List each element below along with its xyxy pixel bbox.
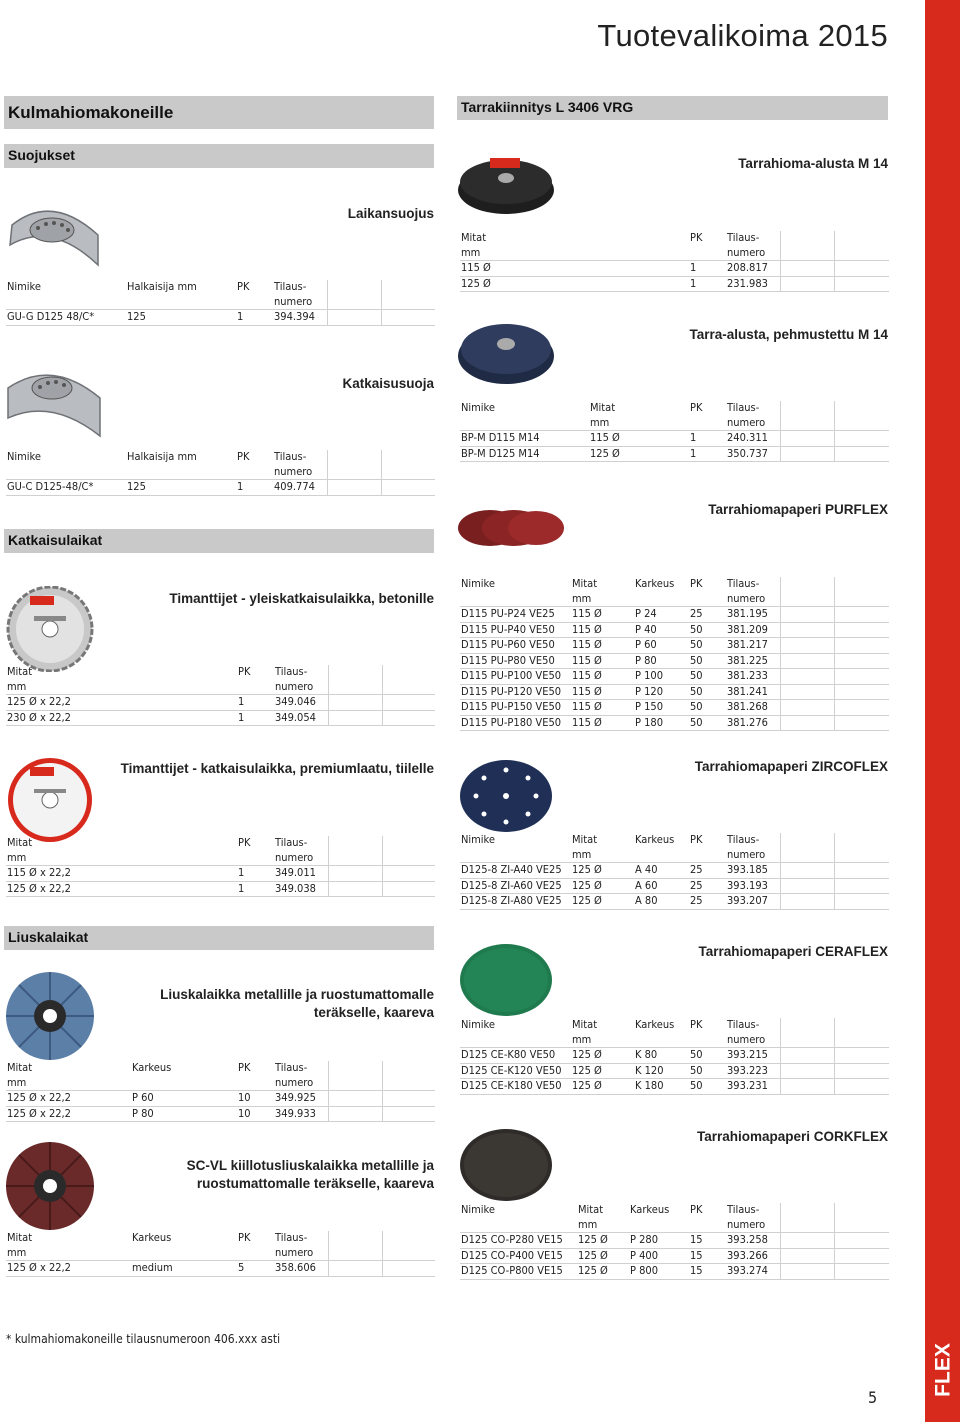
- timantti2-table: Mitat mm PK Tilaus- numero 115 Ø x 22,2 1 349.011 125 Ø x 22,2 1 349.038: [6, 836, 435, 897]
- table-row: 125 Ø x 22,2 P 60 10 349.925: [6, 1091, 435, 1107]
- page-title: Tuotevalikoima 2015: [597, 18, 888, 53]
- table-row: D115 PU-P40 VE50 115 Ø P 40 50 381.209: [460, 622, 889, 638]
- polishing-disc-image: [4, 1140, 100, 1232]
- table-row: D125 CO-P280 VE15 125 Ø P 280 15 393.258: [460, 1233, 889, 1249]
- section-katkaisulaikat: Katkaisulaikat: [4, 529, 434, 553]
- footnote: * kulmahiomakoneille tilausnumeroon 406.xxx asti: [6, 1332, 281, 1346]
- section-liuskalaikat: Liuskalaikat: [4, 926, 434, 950]
- table-row: D125 CE-K120 VE50 125 Ø K 120 50 393.223: [460, 1063, 889, 1079]
- pehmustettu-heading: Tarra-alusta, pehmustettu M 14: [689, 327, 888, 342]
- laikansuojus-table: Nimike Halkaisija mm PK Tilaus- numero GU-G D125 48/C* 125 1 394.394: [6, 280, 435, 326]
- table-row: 115 Ø x 22,2 1 349.011: [6, 866, 435, 882]
- liuska2-table: Mitat mm Karkeus PK Tilaus- numero 125 Ø x 22,2 medium 5 358.606: [6, 1231, 435, 1277]
- timantti1-table: Mitat mm PK Tilaus- numero 125 Ø x 22,2 1 349.046 230 Ø x 22,2 1 349.054: [6, 665, 435, 726]
- table-row: D115 PU-P180 VE50 115 Ø P 180 50 381.276: [460, 715, 889, 731]
- liuska1-table: Mitat mm Karkeus PK Tilaus- numero 125 Ø x 22,2 P 60 10 349.925 125 Ø x 22,2 P 80 10 349.933: [6, 1061, 435, 1122]
- table-row: 125 Ø 1 231.983: [460, 276, 889, 292]
- table-row: 115 Ø 1 208.817: [460, 261, 889, 277]
- zircoflex-heading: Tarrahiomapaperi ZIRCOFLEX: [694, 759, 888, 774]
- premium-blade-image: [4, 757, 100, 843]
- table-row: D125-8 ZI-A60 VE25 125 Ø A 60 25 393.193: [460, 878, 889, 894]
- corkflex-disc-image: [456, 1125, 556, 1203]
- soft-pad-image: [456, 316, 556, 386]
- brand-strip: [925, 0, 960, 1422]
- table-row: D115 PU-P80 VE50 115 Ø P 80 50 381.225: [460, 653, 889, 669]
- timantti1-heading: Timanttijet - yleiskatkaisulaikka, betonille: [169, 591, 434, 606]
- pehmustettu-table: Nimike Mitat mm PK Tilaus- numero BP-M D115 M14 115 Ø 1 240.311 BP-M D125 M14 125 Ø 1 350.737: [460, 401, 889, 462]
- table-row: D125 CO-P400 VE15 125 Ø P 400 15 393.266: [460, 1248, 889, 1264]
- table-row: 125 Ø x 22,2 1 349.046: [6, 695, 435, 711]
- purflex-discs-image: [454, 500, 564, 552]
- purflex-table: Nimike Mitat mm Karkeus PK Tilaus- numero D115 PU-P24 VE25 115 Ø P 24 25 381.195 D115 PU-P40 VE50 115 Ø P 40 50 381.209 D115 PU-P60 VE50 115 Ø P 60 50 381.217 D115 PU-P80 VE50 115 Ø P 80 50 381.225 D115 PU-P100 VE50 115 Ø P 100 50 381.233 D115 PU-P120 VE50 115 Ø P 120 50 381.241 D115 PU-P150 VE50 115 Ø P 150 50 381.268 D115 PU-P180 VE50 115 Ø P 180 50 381.276: [460, 577, 889, 731]
- laikansuojus-heading: Laikansuojus: [347, 206, 434, 221]
- cutting-guard-image: [2, 358, 102, 440]
- section-kulmahiomakoneille: Kulmahiomakoneille: [4, 96, 434, 129]
- ceraflex-heading: Tarrahiomapaperi CERAFLEX: [698, 944, 888, 959]
- ceraflex-disc-image: [456, 940, 556, 1018]
- table-row: D115 PU-P60 VE50 115 Ø P 60 50 381.217: [460, 638, 889, 654]
- flex-logo-text: FLEX: [931, 1343, 955, 1397]
- liuska1-heading: Liuskalaikka metallille ja ruostumattomalle teräkselle, kaareva: [160, 987, 434, 1020]
- table-row: BP-M D125 M14 125 Ø 1 350.737: [460, 446, 889, 462]
- table-row: BP-M D115 M14 115 Ø 1 240.311: [460, 431, 889, 447]
- corkflex-heading: Tarrahiomapaperi CORKFLEX: [696, 1129, 888, 1144]
- table-row: D115 PU-P24 VE25 115 Ø P 24 25 381.195: [460, 607, 889, 623]
- table-row: 125 Ø x 22,2 medium 5 358.606: [6, 1261, 435, 1277]
- table-row: GU-C D125-48/C* 125 1 409.774: [6, 480, 435, 496]
- guard-image: [2, 195, 102, 273]
- table-row: D125 CE-K80 VE50 125 Ø K 80 50 393.215: [460, 1048, 889, 1064]
- timantti2-heading: Timanttijet - katkaisulaikka, premiumlaatu, tiilelle: [120, 761, 434, 776]
- table-row: D115 PU-P150 VE50 115 Ø P 150 50 381.268: [460, 700, 889, 716]
- ceraflex-table: Nimike Mitat mm Karkeus PK Tilaus- numero D125 CE-K80 VE50 125 Ø K 80 50 393.215 D125 CE-K120 VE50 125 Ø K 120 50 393.223 D125 CE-K180 VE50 125 Ø K 180 50 393.231: [460, 1018, 889, 1095]
- table-row: D125 CE-K180 VE50 125 Ø K 180 50 393.231: [460, 1079, 889, 1095]
- section-tarrakiinnitys: Tarrakiinnitys L 3406 VRG: [457, 96, 888, 120]
- table-row: D115 PU-P120 VE50 115 Ø P 120 50 381.241: [460, 684, 889, 700]
- table-row: D125-8 ZI-A80 VE25 125 Ø A 80 25 393.207: [460, 894, 889, 910]
- diamond-blade-image: [4, 586, 100, 672]
- zircoflex-table: Nimike Mitat mm Karkeus PK Tilaus- numero D125-8 ZI-A40 VE25 125 Ø A 40 25 393.185 D125-8 ZI-A60 VE25 125 Ø A 60 25 393.193 D125-8 ZI-A80 VE25 125 Ø A 80 25 393.207: [460, 833, 889, 910]
- flex-logo: [926, 1340, 960, 1400]
- zircoflex-disc-image: [456, 758, 556, 834]
- table-row: D125-8 ZI-A40 VE25 125 Ø A 40 25 393.185: [460, 863, 889, 879]
- table-row: D115 PU-P100 VE50 115 Ø P 100 50 381.233: [460, 669, 889, 685]
- section-suojukset: Suojukset: [4, 144, 434, 168]
- flap-disc-image: [4, 970, 100, 1062]
- purflex-heading: Tarrahiomapaperi PURFLEX: [708, 502, 888, 517]
- table-row: D125 CO-P800 VE15 125 Ø P 800 15 393.274: [460, 1264, 889, 1280]
- katkaisusuoja-table: Nimike Halkaisija mm PK Tilaus- numero GU-C D125-48/C* 125 1 409.774: [6, 450, 435, 496]
- table-row: 230 Ø x 22,2 1 349.054: [6, 710, 435, 726]
- alusta-table: Mitat mm PK Tilaus- numero 115 Ø 1 208.817 125 Ø 1 231.983: [460, 231, 889, 292]
- corkflex-table: Nimike Mitat mm Karkeus PK Tilaus- numero D125 CO-P280 VE15 125 Ø P 280 15 393.258 D125 CO-P400 VE15 125 Ø P 400 15 393.266 D125 CO-P800 VE15 125 Ø P 800 15 393.274: [460, 1203, 889, 1280]
- table-row: GU-G D125 48/C* 125 1 394.394: [6, 310, 435, 326]
- katkaisusuoja-heading: Katkaisusuoja: [342, 376, 434, 391]
- backing-pad-image: [456, 152, 556, 218]
- page-number: 5: [868, 1388, 878, 1407]
- table-row: 125 Ø x 22,2 P 80 10 349.933: [6, 1106, 435, 1122]
- alusta-heading: Tarrahioma-alusta M 14: [738, 156, 888, 171]
- table-row: 125 Ø x 22,2 1 349.038: [6, 881, 435, 897]
- liuska2-heading: SC-VL kiillotusliuskalaikka metallille ja ruostumattomalle teräkselle, kaareva: [186, 1158, 434, 1191]
